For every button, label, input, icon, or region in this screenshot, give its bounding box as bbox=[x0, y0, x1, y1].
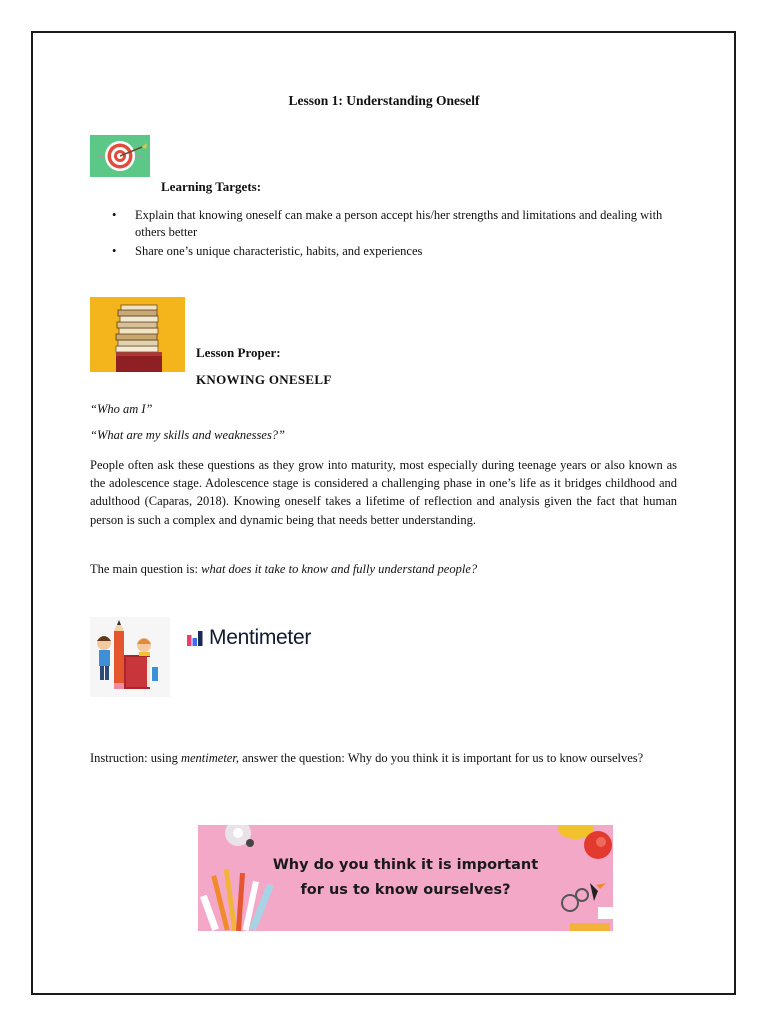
kids-reading-icon bbox=[90, 617, 170, 697]
quote-skills-weaknesses: “What are my skills and weaknesses?” bbox=[90, 428, 286, 442]
bullet-icon: • bbox=[112, 244, 117, 258]
books-stack-icon bbox=[90, 297, 185, 372]
lesson-title: Lesson 1: Understanding Oneself bbox=[288, 93, 480, 108]
learning-targets-heading: Learning Targets: bbox=[161, 179, 262, 194]
instruction-tool: mentimeter, bbox=[180, 751, 239, 765]
section-subheading: KNOWING ONESELF bbox=[196, 372, 332, 387]
main-question bbox=[90, 562, 477, 577]
banner-line-2: for us to know ourselves? bbox=[300, 882, 511, 898]
learning-targets-list bbox=[108, 207, 668, 262]
question-banner bbox=[198, 825, 613, 931]
instruction-prefix: Instruction: using bbox=[90, 751, 181, 765]
mentimeter-logo-icon bbox=[187, 631, 203, 646]
mentimeter-brand-name: Mentimeter bbox=[209, 626, 312, 649]
list-item bbox=[108, 243, 668, 260]
main-question-italic: what does it take to know and fully understand people? bbox=[201, 562, 478, 576]
quote-who-am-i: “Who am I” bbox=[90, 402, 153, 416]
bullet-icon: • bbox=[112, 208, 117, 222]
instruction-suffix: answer the question: Why do you think it is important for us to know ourselves? bbox=[238, 751, 644, 765]
target-icon bbox=[90, 135, 150, 177]
lesson-proper-heading: Lesson Proper: bbox=[196, 345, 281, 360]
body-paragraph: People often ask these questions as they grow into maturity, most especially during teenage years or also known as the adolescence stage. Adolescence stage is considered a challenging phase in one’s life as it bridges childhood and adulthood (Caparas, 2018). Knowing oneself takes a lifetime of reflection and analysis given the fact that human person is such a complex and dynamic being that needs better understanding. bbox=[90, 458, 677, 527]
banner-question bbox=[198, 853, 613, 903]
list-item-text: Explain that knowing oneself can make a person accept his/her strengths and limitations and dealing with others better bbox=[135, 208, 663, 239]
mentimeter-logo bbox=[187, 626, 311, 650]
list-item bbox=[108, 207, 668, 241]
instruction-text bbox=[90, 750, 660, 767]
main-question-prefix: The main question is: bbox=[90, 562, 202, 576]
list-item-text: Share one’s unique characteristic, habits, and experiences bbox=[135, 244, 423, 258]
banner-line-1: Why do you think it is important bbox=[272, 857, 539, 873]
